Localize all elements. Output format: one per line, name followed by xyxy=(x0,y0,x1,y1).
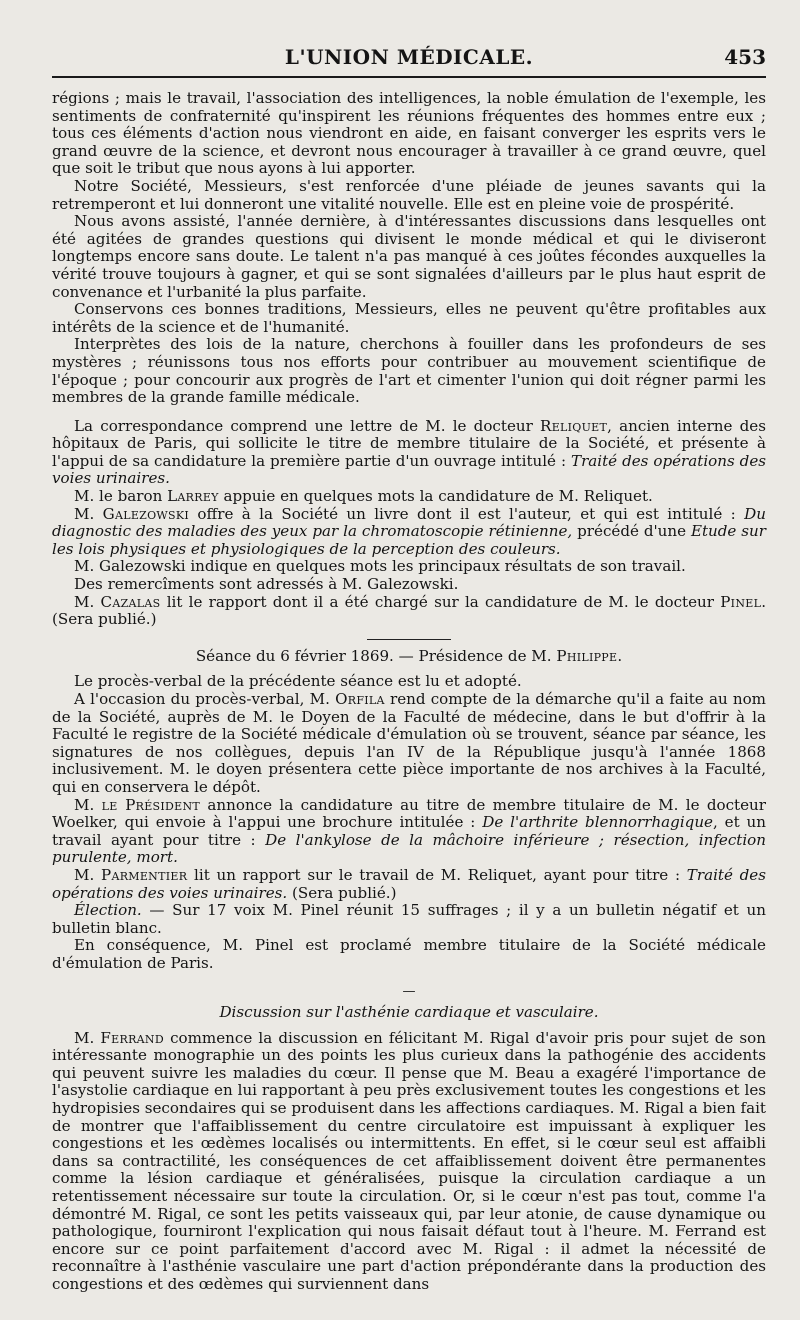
paragraph: M. Cazalas lit le rapport dont il a été chargé sur la candidature de M. le docteur Pinel. (Sera publié.) xyxy=(52,592,766,629)
page-header xyxy=(52,0,766,69)
paragraph: Élection. — Sur 17 voix M. Pinel réunit 15 suffrages ; il y a un bulletin négatif et un bulletin blanc. xyxy=(52,901,766,937)
session-heading: Séance du 6 février 1869. — Présidence de M. Philippe. xyxy=(195,646,623,665)
paragraph: M. le Président annonce la candidature au titre de membre titulaire de M. le docteur Woelker, qui envoie à l'appui une brochure intitulée : De l'arthrite blennorrhagique, et un travail ayant pour titre : De l'ankylose de la mâchoire inférieure ; résection, infection purulente, mort. xyxy=(52,795,766,867)
person-name: Parmentier xyxy=(101,865,188,884)
page-body xyxy=(52,62,766,1294)
person-name: Galezowski xyxy=(102,504,190,523)
paragraph: régions ; mais le travail, l'association des intelligences, la noble émulation de l'exemple, les sentiments de confraternité qu'inspirent les réunions fréquentes des hommes entre eux ; tous ces éléments d'action nous viendront en aide, en faisant converger les esprits vers le grand œuvre de la science, et devront nous encourager à travailler à ce grand œuvre, quel que soit le tribut que nous ayons à lui apporter. xyxy=(52,89,766,178)
work-title: De l'ankylose de la mâchoire inférieure ; résection, infection purulente, mort. xyxy=(52,830,766,867)
discussion-heading: Discussion sur l'asthénie cardiaque et vasculaire. xyxy=(219,1003,599,1022)
paragraph: Notre Société, Messieurs, s'est renforcée d'une pléiade de jeunes savants qui la retremperont et lui donneront une vitalité nouvelle. Elle est en pleine voie de prospérité. xyxy=(52,176,766,213)
section-divider xyxy=(367,639,451,640)
person-name: Larrey xyxy=(167,487,219,506)
person-name: Ferrand xyxy=(100,1028,164,1047)
person-name: Philippe xyxy=(556,646,618,665)
paragraph: Conservons ces bonnes traditions, Messieurs, elles ne peuvent qu'être profitables aux intérêts de la science et de l'humanité. xyxy=(52,300,766,336)
person-name: Orfila xyxy=(335,690,385,708)
person-name: le Président xyxy=(101,795,201,814)
paragraph: M. Ferrand commence la discussion en félicitant M. Rigal d'avoir pris pour sujet de son intéressante monographie un des points les plus curieux dans la pathogénie des accidents qui peuvent suivre les maladies du cœur. Il pense que M. Beau a exagéré l'importance de l'asystolie cardiaque en lui rapportant à peu près exclusivement toutes les congestions et les hydropisies secondaires qui se produisent dans les affections cardiaques. M. Rigal a bien fait de montrer que l'affaiblissement du centre circulatoire est impuissant à expliquer les congestions et les œdèmes localisés ou intermittents. En effet, si le cœur seul est affaibli dans sa contractilité, les conséquences de cet affaiblissement doivent être permanentes comme la lésion cardiaque et généralisées, puisque la circulation cardiaque a un retentissement nécessaire sur toute la circulation. Or, si le cœur n'est pas tout, comme l'a démontré M. Rigal, ce sont les petits vaisseaux qui, par leur atonie, de cause dynamique ou pathologique, fourniront l'explication qui nous faisait défaut tout à l'heure. M. Ferrand est encore sur ce point parfaitement d'accord avec M. Rigal : il admet la nécessité de reconnaître à l'asthénie vasculaire une part d'action prépondérante dans la production des congestions et des œdèmes qui surviennent dans xyxy=(52,1028,766,1293)
work-title: Traité des opérations des voies urinaires. xyxy=(52,865,766,902)
correspondence-paragraph: La correspondance comprend une lettre de M. le docteur Reliquet, ancien interne des hôpitaux de Paris, qui sollicite le titre de membre titulaire de la Société, et présente à l'appui de sa candidature la première partie d'un ouvrage intitulé : Traité des opérations des voies urinaires. xyxy=(52,416,766,488)
paragraph: M. Galezowski offre à la Société un livre dont il est l'auteur, et qui est intitulé : Du diagnostic des maladies des yeux par la chromatoscopie rétinienne, précédé d'une Etude sur les lois physiques et physiologiques de la perception des couleurs. xyxy=(52,504,766,558)
work-title: Traité des opérations des voies urinaires. xyxy=(52,451,766,488)
work-title: Du diagnostic des maladies des yeux par la chromatoscopie rétinienne, xyxy=(52,504,766,541)
header-rule xyxy=(52,76,766,78)
running-title: L'UNION MÉDICALE. xyxy=(284,45,534,69)
page-number: 453 xyxy=(724,45,766,69)
person-name: Cazalas xyxy=(100,592,161,611)
section-dash: — xyxy=(402,983,416,999)
person-name: Reliquet xyxy=(540,416,608,435)
person-name: Pinel xyxy=(720,592,762,611)
paragraph: A l'occasion du procès-verbal, M. Orfila rend compte de la démarche qu'il a faite au nom de la Société, auprès de M. le Doyen de la Faculté de médecine, dans le but d'offrir à la Faculté le registre de la Société médicale d'émulation où se trouvent, séance par séance, les signatures de nos collègues, depuis l'an IV de la République jusqu'à l'année 1868 inclusivement. M. le doyen présentera cette pièce importante de nos archives à la Faculté, qui en conservera le dépôt. xyxy=(52,690,766,796)
work-title: De l'arthrite blennorrhagique xyxy=(482,813,713,832)
election-label: Élection. xyxy=(74,901,142,920)
paragraph: Des remercîments sont adressés à M. Galezowski. xyxy=(74,575,459,594)
paragraph: Interprètes des lois de la nature, cherchons à fouiller dans les profondeurs de ses mystères ; réunissons tous nos efforts pour contribuer au mouvement scientifique de l'époque ; pour concourir aux progrès de l'art et cimenter l'union qui doit régner parmi les membres de la grande famille médicale. xyxy=(52,335,766,407)
paragraph: M. Parmentier lit un rapport sur le travail de M. Reliquet, ayant pour titre : Traité des opérations des voies urinaires. (Sera publié.) xyxy=(52,865,766,902)
paragraph: Nous avons assisté, l'année dernière, à d'intéressantes discussions dans lesquelles ont été agitées de grandes questions qui divisent le monde médical et qui le diviseront longtemps encore sans doute. Le talent n'a pas manqué à ces joûtes fécondes auxquelles la vérité trouve toujours à gagner, et qui se sont signalées d'ailleurs par le plus haut esprit de convenance et l'urbanité la plus parfaite. xyxy=(52,212,766,301)
paragraph: En conséquence, M. Pinel est proclamé membre titulaire de la Société médicale d'émulation de Paris. xyxy=(52,936,766,972)
paragraph: Le procès-verbal de la précédente séance est lu et adopté. xyxy=(74,672,522,691)
paragraph: M. le baron Larrey appuie en quelques mots la candidature de M. Reliquet. xyxy=(74,487,653,506)
paragraph: M. Galezowski indique en quelques mots les principaux résultats de son travail. xyxy=(74,557,686,576)
work-title: Etude sur les lois physiques et physiologiques de la perception des couleurs. xyxy=(52,522,766,558)
